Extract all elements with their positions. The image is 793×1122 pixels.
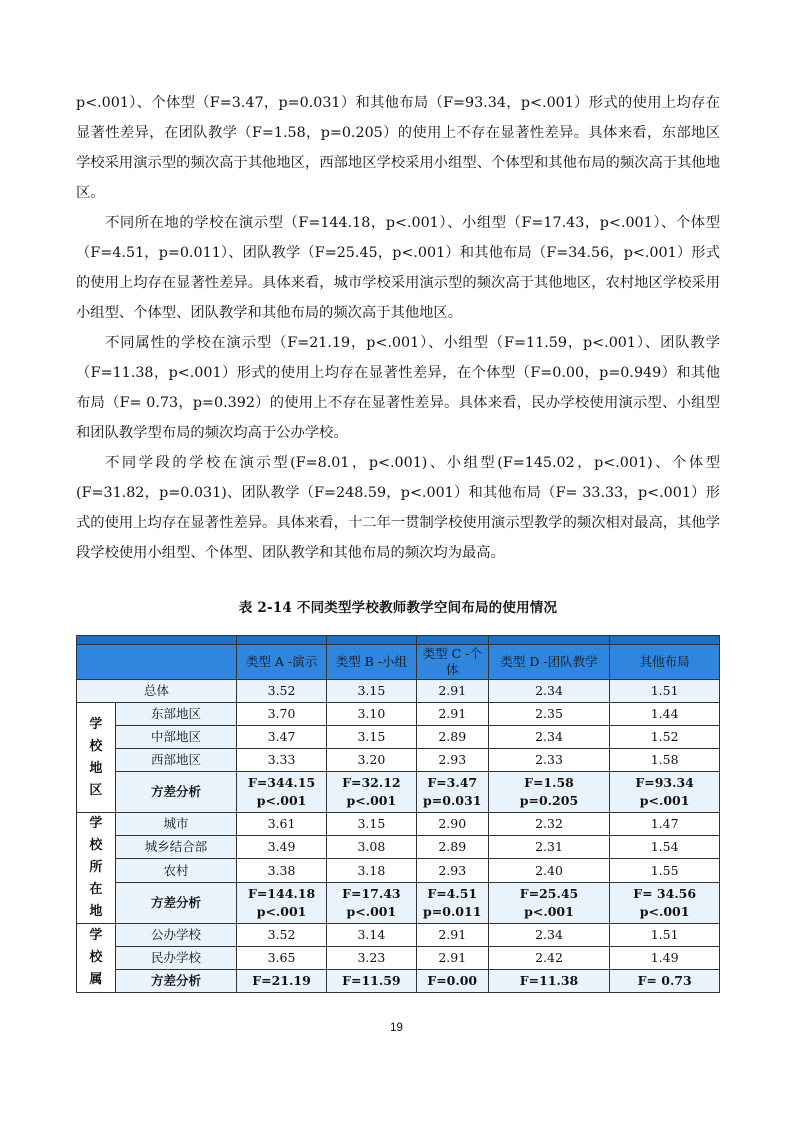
row-label: 公办学校 bbox=[115, 924, 236, 947]
row-label: 民办学校 bbox=[115, 947, 236, 970]
header-corner bbox=[77, 645, 237, 680]
table-cell: 3.15 bbox=[326, 813, 416, 836]
row-label: 农村 bbox=[115, 859, 236, 882]
table-cell: 3.61 bbox=[237, 813, 327, 836]
anova-cell: F=25.45 p<.001 bbox=[488, 882, 610, 923]
column-header: 其他布局 bbox=[610, 645, 720, 680]
row-label: 西部地区 bbox=[115, 749, 236, 772]
table-cell: 2.91 bbox=[416, 703, 488, 726]
table-cell: 1.54 bbox=[610, 836, 720, 859]
column-header: 类型 B -小组 bbox=[326, 645, 416, 680]
anova-cell: F=11.38 bbox=[488, 970, 610, 993]
paragraph-2: 不同所在地的学校在演示型（F=144.18，p<.001）、小组型（F=17.43，p<.001）、个体型（F=4.51，p=0.011）、团队教学（F=25.45，p<.001）和其他布局（F=34.56，p<.001）形式的使用上均存在显著性差异。具体来看，城市学校采用演示型的频次高于其他地区，农村地区学校采用小组型、个体型、团队教学和其他布局的频次高于其他地区。 bbox=[76, 215, 720, 321]
table-cell: 1.47 bbox=[610, 813, 720, 836]
table-cell: 1.52 bbox=[610, 726, 720, 749]
anova-cell: F=21.19 bbox=[237, 970, 327, 993]
paragraph-3: 不同属性的学校在演示型（F=21.19，p<.001）、小组型（F=11.59，p<.001）、团队教学（F=11.38，p<.001）形式的使用上均存在显著性差异，在个体型（F=0.00，p=0.949）和其他布局（F= 0.73，p=0.392）的使用上不存在显著性差异。具体来看，民办学校使用演示型、小组型和团队教学型布局的频次均高于公办学校。 bbox=[76, 335, 720, 441]
anova-cell: F=32.12 p<.001 bbox=[326, 772, 416, 813]
table-row-anova bbox=[77, 970, 720, 993]
table-row bbox=[77, 859, 720, 882]
anova-cell: F=93.34 p<.001 bbox=[610, 772, 720, 813]
anova-cell: F=17.43 p<.001 bbox=[326, 882, 416, 923]
table-cell: 2.35 bbox=[488, 703, 610, 726]
table-cell: 3.10 bbox=[326, 703, 416, 726]
group-label-ownership: 学 校 属 bbox=[77, 924, 116, 993]
table-cell: 1.55 bbox=[610, 859, 720, 882]
row-label: 城市 bbox=[115, 813, 236, 836]
row-label: 城乡结合部 bbox=[115, 836, 236, 859]
table-cell: 3.33 bbox=[237, 749, 327, 772]
table-cell: 2.32 bbox=[488, 813, 610, 836]
table-row bbox=[77, 703, 720, 726]
table-cell: 2.90 bbox=[416, 813, 488, 836]
table-cell: 3.14 bbox=[326, 924, 416, 947]
table-caption: 表 2-14 不同类型学校教师教学空间布局的使用情况 bbox=[238, 600, 558, 616]
table-cell: 3.23 bbox=[326, 947, 416, 970]
table-cell: 3.20 bbox=[326, 749, 416, 772]
table-row-anova bbox=[77, 882, 720, 923]
group-label-region: 学 校 地 区 bbox=[77, 703, 116, 813]
table-row bbox=[77, 836, 720, 859]
table-cell: 3.08 bbox=[326, 836, 416, 859]
table-cell: 1.51 bbox=[610, 680, 720, 703]
table-cell: 1.58 bbox=[610, 749, 720, 772]
table-cell: 2.89 bbox=[416, 726, 488, 749]
table-cell: 2.34 bbox=[488, 924, 610, 947]
anova-cell: F=4.51 p=0.011 bbox=[416, 882, 488, 923]
paragraph-1: p<.001）、个体型（F=3.47，p=0.031）和其他布局（F=93.34，p<.001）形式的使用上均存在显著性差异，在团队教学（F=1.58，p=0.205）的使用上不存在显著性差异。具体来看，东部地区学校采用演示型的频次高于其他地区，西部地区学校采用小组型、个体型和其他布局的频次高于其他地区。 bbox=[76, 95, 720, 201]
table-cell: 3.52 bbox=[237, 924, 327, 947]
page-number: 19 bbox=[390, 1022, 403, 1034]
table-cell: 1.51 bbox=[610, 924, 720, 947]
table-cell: 2.34 bbox=[488, 680, 610, 703]
table-cell: 1.44 bbox=[610, 703, 720, 726]
anova-cell: F= 0.73 bbox=[610, 970, 720, 993]
table-cell: 3.15 bbox=[326, 680, 416, 703]
table-cell: 2.89 bbox=[416, 836, 488, 859]
column-header: 类型 C -个体 bbox=[416, 645, 488, 680]
table-cell: 2.91 bbox=[416, 680, 488, 703]
table-row bbox=[77, 813, 720, 836]
paragraph-4: 不同学段的学校在演示型(F=8.01，p<.001)、小组型(F=145.02，p<.001)、个体型(F=31.82，p=0.031)、团队教学（F=248.59，p<.001）和其他布局（F= 33.33，p<.001）形式的使用上均存在显著性差异。具体来看，十二年一贯制学校使用演示型教学的频次相对最高，其他学段学校使用小组型、个体型、团队教学和其他布局的频次均为最高。 bbox=[76, 455, 720, 561]
header-row bbox=[77, 645, 720, 680]
table-cell: 3.65 bbox=[237, 947, 327, 970]
table-cell: 3.49 bbox=[237, 836, 327, 859]
anova-cell: F=0.00 bbox=[416, 970, 488, 993]
table-row-anova bbox=[77, 772, 720, 813]
table-row-total bbox=[77, 680, 720, 703]
table-cell: 2.34 bbox=[488, 726, 610, 749]
row-label: 方差分析 bbox=[115, 970, 236, 993]
anova-cell: F=344.15 p<.001 bbox=[237, 772, 327, 813]
anova-cell: F=1.58 p=0.205 bbox=[488, 772, 610, 813]
table-cell: 2.91 bbox=[416, 924, 488, 947]
table-cell: 2.93 bbox=[416, 749, 488, 772]
table-cell: 3.18 bbox=[326, 859, 416, 882]
table-cell: 3.47 bbox=[237, 726, 327, 749]
header-band bbox=[77, 636, 720, 645]
table-row bbox=[77, 749, 720, 772]
group-label-location: 学 校 所 在 地 bbox=[77, 813, 116, 924]
row-label: 总体 bbox=[77, 680, 237, 703]
row-label: 中部地区 bbox=[115, 726, 236, 749]
table-cell: 3.15 bbox=[326, 726, 416, 749]
row-label: 方差分析 bbox=[115, 882, 236, 923]
row-label: 方差分析 bbox=[115, 772, 236, 813]
row-label: 东部地区 bbox=[115, 703, 236, 726]
column-header: 类型 A -演示 bbox=[237, 645, 327, 680]
table-cell: 2.31 bbox=[488, 836, 610, 859]
page-content bbox=[76, 88, 720, 993]
table-cell: 2.42 bbox=[488, 947, 610, 970]
anova-cell: F=11.59 bbox=[326, 970, 416, 993]
layout-usage-table bbox=[76, 635, 720, 993]
table-cell: 2.91 bbox=[416, 947, 488, 970]
column-header: 类型 D -团队教学 bbox=[488, 645, 610, 680]
anova-cell: F=3.47 p=0.031 bbox=[416, 772, 488, 813]
table-cell: 3.38 bbox=[237, 859, 327, 882]
table-cell: 2.93 bbox=[416, 859, 488, 882]
table-cell: 1.49 bbox=[610, 947, 720, 970]
table-row bbox=[77, 726, 720, 749]
table-cell: 3.52 bbox=[237, 680, 327, 703]
table-cell: 2.40 bbox=[488, 859, 610, 882]
table-row bbox=[77, 924, 720, 947]
table-cell: 2.33 bbox=[488, 749, 610, 772]
table-row bbox=[77, 947, 720, 970]
anova-cell: F= 34.56 p<.001 bbox=[610, 882, 720, 923]
anova-cell: F=144.18 p<.001 bbox=[237, 882, 327, 923]
table-cell: 3.70 bbox=[237, 703, 327, 726]
